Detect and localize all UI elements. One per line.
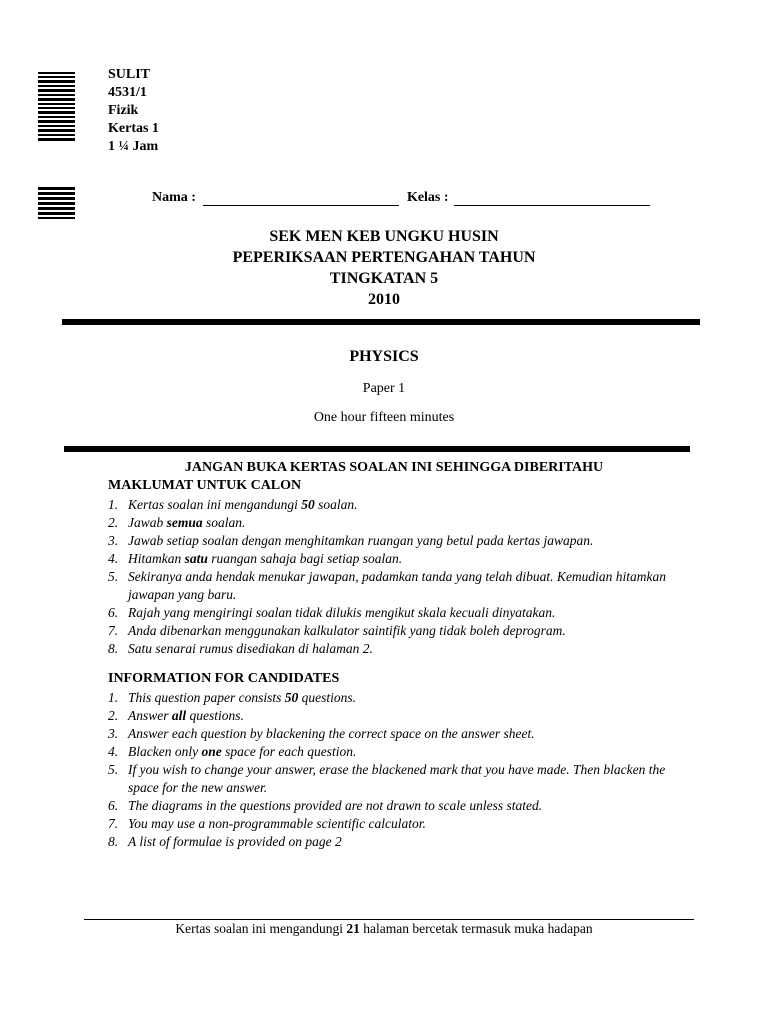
header-line: Kertas 1 — [108, 121, 159, 136]
instruction-item — [108, 743, 688, 761]
instruction-number: 8. — [108, 834, 119, 849]
instruction-item — [108, 514, 688, 532]
instruction-text: Answer each question by blackening the correct space on the answer sheet. — [128, 726, 535, 741]
instruction-item — [108, 761, 688, 797]
school-name: SEK MEN KEB UNGKU HUSIN — [269, 228, 499, 245]
instruction-item — [108, 725, 688, 743]
instruction-emphasis: one — [201, 744, 222, 759]
divider-top — [62, 319, 700, 325]
school-block — [0, 226, 768, 310]
instruction-number: 4. — [108, 744, 119, 759]
instruction-number: 8. — [108, 641, 119, 656]
malay-info-list — [108, 496, 688, 658]
malay-info-heading: MAKLUMAT UNTUK CALON — [108, 478, 302, 493]
class-label: Kelas : — [406, 190, 449, 205]
instruction-text: Anda dibenarkan menggunakan kalkulator saintifik yang tidak boleh deprogram. — [128, 623, 566, 638]
instruction-number: 2. — [108, 708, 119, 723]
english-info-heading: INFORMATION FOR CANDIDATES — [108, 671, 340, 686]
instruction-text-end: soalan. — [202, 515, 246, 530]
instruction-text: Sekiranya anda hendak menukar jawapan, padamkan tanda yang telah dibuat. Kemudian hitamkan jawapan yang baru. — [128, 569, 667, 602]
instruction-text: A list of formulae is provided on page 2 — [128, 834, 342, 849]
instruction-text-end: space for each question. — [221, 744, 357, 759]
exam-name: PEPERIKSAAN PERTENGAHAN TAHUN — [232, 249, 536, 266]
barcode-mark-bottom — [38, 187, 75, 221]
instruction-text: Kertas soalan ini mengandungi — [128, 497, 302, 512]
footer-divider — [84, 919, 694, 920]
exam-year: 2010 — [368, 291, 400, 308]
header-line: Fizik — [108, 103, 139, 118]
header-line: 4531/1 — [108, 85, 147, 100]
instruction-number: 2. — [108, 515, 119, 530]
instruction-item — [108, 568, 688, 604]
class-field[interactable] — [454, 191, 650, 206]
divider-bottom — [64, 446, 690, 452]
instruction-emphasis: semua — [166, 515, 203, 530]
name-field[interactable] — [203, 191, 399, 206]
form-level: TINGKATAN 5 — [329, 270, 439, 287]
instruction-item — [108, 640, 688, 658]
instruction-text: Rajah yang mengiringi soalan tidak dilukis mengikut skala kecuali dinyatakan. — [128, 605, 556, 620]
name-class-row — [152, 190, 650, 206]
instruction-text: Hitamkan — [128, 551, 185, 566]
instruction-item — [108, 797, 688, 815]
footer-text-pre: Kertas soalan ini mengandungi — [175, 921, 347, 936]
page-count: 21 — [346, 921, 360, 936]
instruction-text: Answer — [128, 708, 172, 723]
barcode-mark-top — [38, 72, 75, 143]
instruction-emphasis: 50 — [284, 690, 299, 705]
instruction-item — [108, 604, 688, 622]
instruction-text-end: questions. — [186, 708, 244, 723]
warning-text: JANGAN BUKA KERTAS SOALAN INI SEHINGGA DIBERITAHU — [184, 460, 604, 475]
paper-number: Paper 1 — [362, 381, 406, 396]
instruction-item — [108, 815, 688, 833]
paper-duration: One hour fifteen minutes — [313, 410, 455, 425]
instruction-item — [108, 707, 688, 725]
instruction-text: Satu senarai rumus disediakan di halaman 2. — [128, 641, 373, 656]
header-line: 1 ¼ Jam — [108, 139, 159, 154]
instruction-number: 1. — [108, 497, 119, 512]
instruction-item — [108, 689, 688, 707]
subject-title: PHYSICS — [349, 348, 419, 365]
instruction-number: 6. — [108, 798, 119, 813]
footer-text-post: halaman bercetak termasuk muka hadapan — [359, 921, 593, 936]
instruction-item — [108, 622, 688, 640]
instruction-number: 4. — [108, 551, 119, 566]
header-line: SULIT — [108, 67, 151, 82]
instruction-emphasis: all — [171, 708, 187, 723]
instruction-item — [108, 550, 688, 568]
instruction-number: 3. — [108, 726, 119, 741]
instruction-number: 7. — [108, 623, 119, 638]
instruction-number: 6. — [108, 605, 119, 620]
instruction-number: 3. — [108, 533, 119, 548]
page-count-note — [0, 921, 768, 937]
instruction-text: Jawab setiap soalan dengan menghitamkan ruangan yang betul pada kertas jawapan. — [128, 533, 594, 548]
instruction-text: This question paper consists — [128, 690, 285, 705]
instruction-number: 1. — [108, 690, 119, 705]
instruction-item — [108, 496, 688, 514]
instruction-text-end: questions. — [298, 690, 357, 705]
paper-header — [108, 66, 159, 156]
instruction-text: Jawab — [128, 515, 167, 530]
instruction-text: The diagrams in the questions provided are not drawn to scale unless stated. — [128, 798, 543, 813]
instruction-text: Blacken only — [128, 744, 202, 759]
instruction-text-end: soalan. — [314, 497, 358, 512]
instruction-emphasis: 50 — [301, 497, 315, 512]
instruction-number: 5. — [108, 762, 119, 777]
instruction-text-end: ruangan sahaja bagi setiap soalan. — [207, 551, 403, 566]
english-info-list — [108, 689, 688, 851]
name-label: Nama : — [152, 190, 196, 205]
instruction-text: You may use a non-programmable scientific calculator. — [128, 816, 426, 831]
instruction-emphasis: satu — [184, 551, 208, 566]
instruction-number: 7. — [108, 816, 119, 831]
instruction-item — [108, 532, 688, 550]
instruction-item — [108, 833, 688, 851]
instruction-number: 5. — [108, 569, 119, 584]
instruction-text: If you wish to change your answer, erase the blackened mark that you have made. Then blacken the space for the new answer. — [128, 762, 666, 795]
